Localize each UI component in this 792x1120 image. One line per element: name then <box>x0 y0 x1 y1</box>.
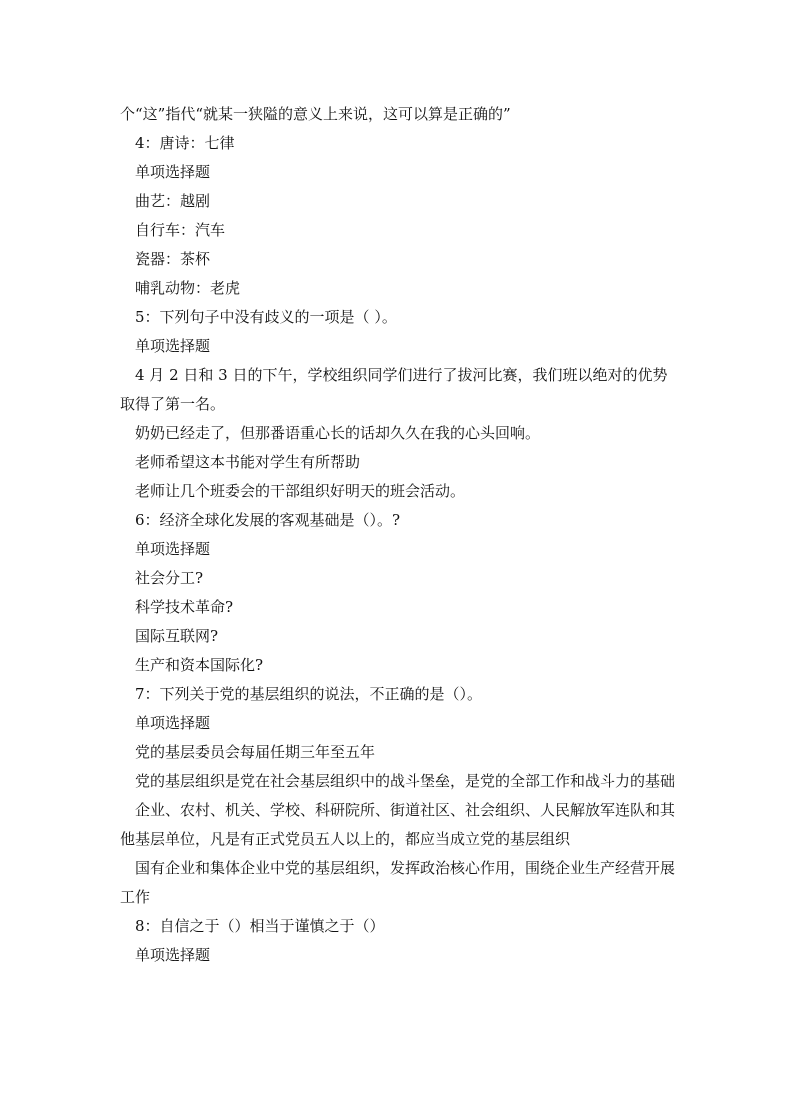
question-4-option-d: 哺乳动物：老虎 <box>135 279 241 297</box>
question-6-option-a: 社会分工? <box>135 569 204 587</box>
question-4-type: 单项选择题 <box>135 163 211 181</box>
question-7-option-c: 企业、农村、机关、学校、科研院所、街道社区、社会组织、人民解放军连队和其他基层单位，凡是有正式党员五人以上的，都应当成立党的基层组织 <box>120 801 676 848</box>
question-5-option-c: 老师希望这本书能对学生有所帮助 <box>135 453 361 471</box>
question-4-option-a: 曲艺：越剧 <box>135 192 211 210</box>
question-6-type: 单项选择题 <box>135 540 211 558</box>
question-7-option-a: 党的基层委员会每届任期三年至五年 <box>135 743 376 761</box>
question-4-option-c: 瓷器：茶杯 <box>135 250 211 268</box>
question-6-option-b: 科学技术革命? <box>135 598 234 616</box>
question-5-option-d: 老师让几个班委会的干部组织好明天的班会活动。 <box>135 482 466 500</box>
question-5-option-b: 奶奶已经走了，但那番语重心长的话却久久在我的心头回响。 <box>135 424 541 442</box>
paragraph-continuation: 个“这”指代“就某一狭隘的意义上来说，这可以算是正确的” <box>120 105 511 123</box>
question-6-option-d: 生产和资本国际化? <box>135 656 264 674</box>
question-7-option-d: 国有企业和集体企业中党的基层组织，发挥政治核心作用，围绕企业生产经营开展工作 <box>120 859 676 906</box>
question-5-title: 5：下列句子中没有歧义的一项是（ ）。 <box>135 308 397 326</box>
question-7-title: 7：下列关于党的基层组织的说法，不正确的是（）。 <box>135 685 483 703</box>
question-8-type: 单项选择题 <box>135 946 211 964</box>
question-4-title: 4：唐诗：七律 <box>135 134 235 152</box>
question-4-option-b: 自行车：汽车 <box>135 221 226 239</box>
question-6-option-c: 国际互联网? <box>135 627 219 645</box>
question-8-title: 8：自信之于（）相当于谨慎之于（） <box>135 917 385 935</box>
question-5-option-a: 4 月 2 日和 3 日的下午，学校组织同学们进行了拔河比赛，我们班以绝对的优势取得了第一名。 <box>120 366 668 413</box>
document-body <box>120 100 680 970</box>
question-6-title: 6：经济全球化发展的客观基础是（）。? <box>135 511 401 529</box>
question-5-type: 单项选择题 <box>135 337 211 355</box>
question-7-option-b: 党的基层组织是党在社会基层组织中的战斗堡垒，是党的全部工作和战斗力的基础 <box>135 772 676 790</box>
question-7-type: 单项选择题 <box>135 714 211 732</box>
